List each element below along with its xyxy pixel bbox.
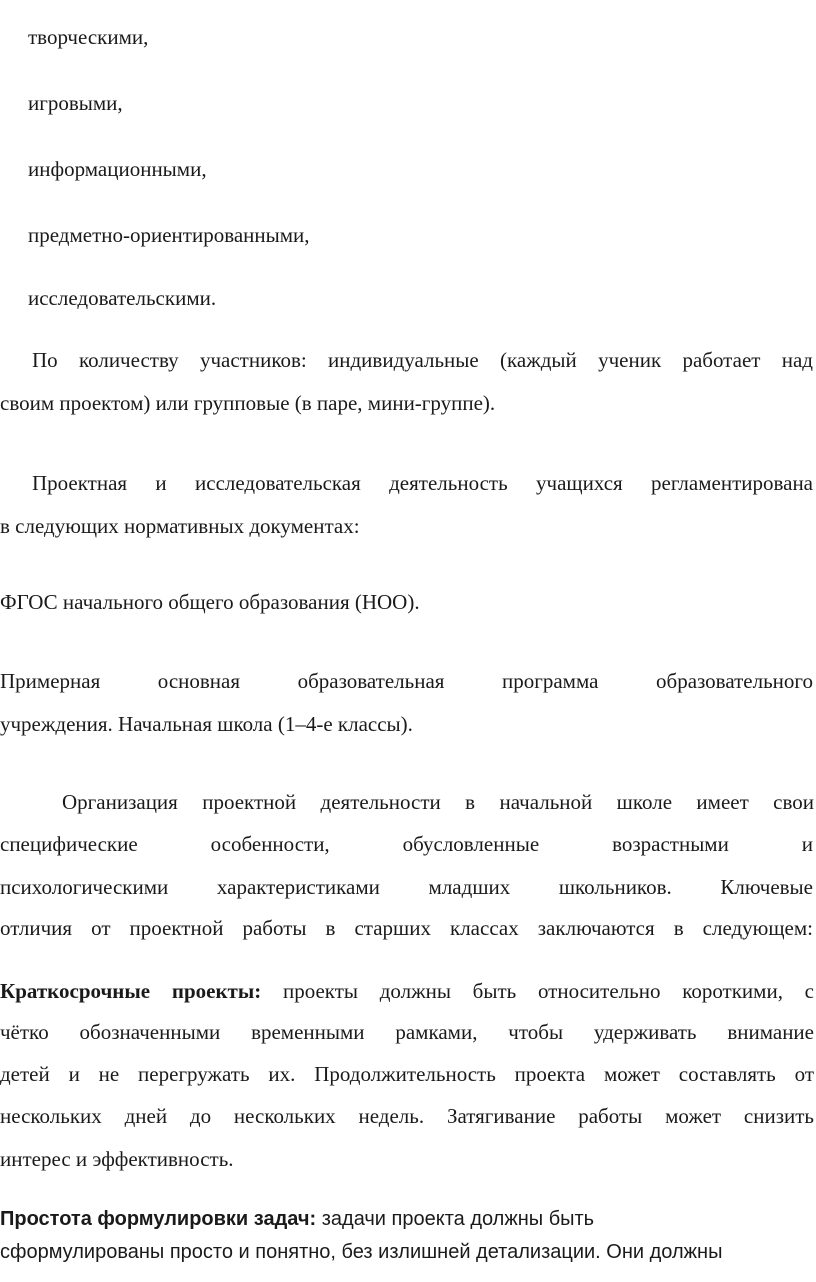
simplicity-line-1-text: задачи проекта должны быть	[316, 1208, 595, 1230]
list-item-game: игровыми,	[28, 91, 123, 115]
regulation-line-2: в следующих нормативных документах:	[0, 514, 360, 538]
short-projects-line-4: нескольких дней до нескольких недель. Затягивание работы может снизить	[0, 1104, 814, 1128]
short-projects-line-1	[0, 981, 814, 1002]
short-projects-line-5: интерес и эффективность.	[0, 1147, 234, 1171]
list-item-creative: творческими,	[28, 25, 149, 49]
short-projects-line-2: чётко обозначенными временными рамками, чтобы удерживать внимание	[0, 1020, 814, 1044]
list-item-information: информационными,	[28, 157, 207, 181]
document-fgos: ФГОС начального общего образования (НОО).	[0, 590, 420, 614]
participants-line-1: По количеству участников: индивидуальные (каждый ученик работает над	[32, 348, 813, 372]
organization-line-2: специфические особенности, обусловленные возрастными и	[0, 832, 813, 856]
participants-line-2: своим проектом) или групповые (в паре, мини-группе).	[0, 391, 496, 415]
organization-line-1: Организация проектной деятельности в начальной школе имеет свои	[62, 790, 814, 814]
simplicity-line-1	[0, 1209, 594, 1229]
short-projects-heading: Краткосрочные проекты:	[0, 979, 262, 1003]
list-item-research: исследовательскими.	[28, 286, 217, 310]
list-item-subject-oriented: предметно-ориентированными,	[28, 223, 310, 247]
short-projects-line-1-text: проекты должны быть относительно короткими, с	[261, 979, 814, 1003]
program-line-2: учреждения. Начальная школа (1–4-е классы).	[0, 712, 413, 736]
program-line-1: Примерная основная образовательная программа образовательного	[0, 669, 813, 693]
simplicity-heading: Простота формулировки задач:	[0, 1208, 317, 1230]
simplicity-line-2: сформулированы просто и понятно, без излишней детализации. Они должны	[0, 1241, 723, 1263]
regulation-line-1: Проектная и исследовательская деятельность учащихся регламентирована	[32, 471, 813, 495]
organization-line-4: отличия от проектной работы в старших классах заключаются в следующем:	[0, 916, 813, 940]
short-projects-line-3: детей и не перегружать их. Продолжительность проекта может составлять от	[0, 1062, 814, 1086]
organization-line-3: психологическими характеристиками младших школьников. Ключевые	[0, 875, 813, 899]
